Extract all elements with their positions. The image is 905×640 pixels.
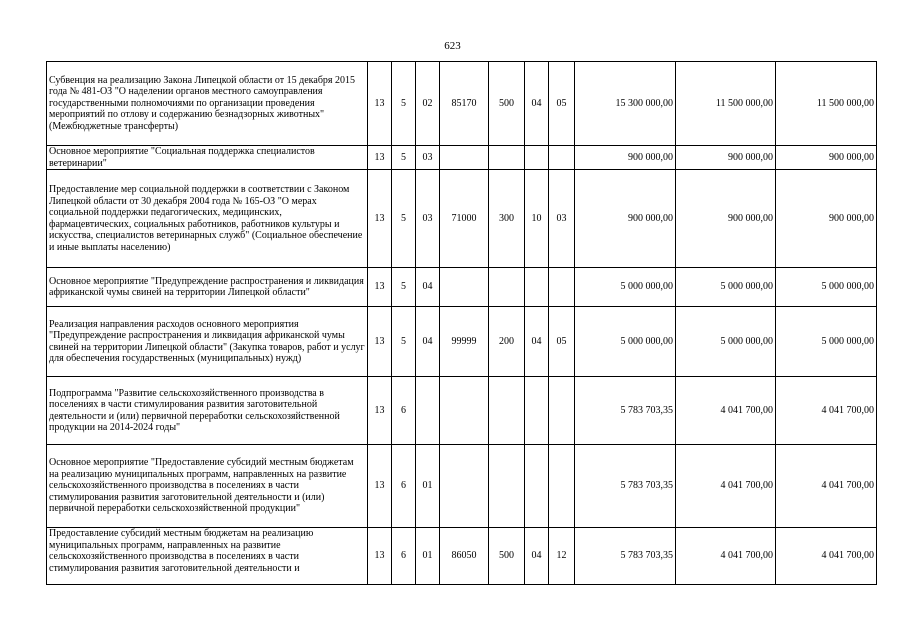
- row-description: Основное мероприятие "Предоставление субсидий местным бюджетам на реализацию муниципальных программ, направленных на развитие сельскохозяйственного производства в поселениях в части стимулирования развития заготовительной деятельности и (или) первичной переработки сельскохозяйственной продукции": [47, 445, 368, 528]
- code-cell: 04: [416, 307, 440, 377]
- row-description: Реализация направления расходов основного мероприятия "Предупреждение распространения и ликвидация африканской чумы свиней на территории Липецкой области" (Закупка товаров, работ и услуг для обеспечения государственных (муниципальных) нужд): [47, 307, 368, 377]
- code-cell: 01: [416, 528, 440, 585]
- row-description: Основное мероприятие "Предупреждение распространения и ликвидация африканской чумы свиней на территории Липецкой области": [47, 268, 368, 307]
- code-cell: [440, 146, 489, 170]
- amount-cell: 5 000 000,00: [776, 307, 877, 377]
- code-cell: 13: [368, 62, 392, 146]
- code-cell: [549, 445, 575, 528]
- table-row: [47, 307, 877, 377]
- code-cell: 03: [416, 146, 440, 170]
- amount-cell: 900 000,00: [676, 146, 776, 170]
- row-description: Подпрограмма "Развитие сельскохозяйственного производства в поселениях в части стимулирования развития заготовительной деятельности и (или) первичной переработки сельскохозяйственной продукции на 2014-2024 годы": [47, 377, 368, 445]
- amount-cell: 4 041 700,00: [776, 377, 877, 445]
- amount-cell: 5 783 703,35: [575, 445, 676, 528]
- amount-cell: 5 783 703,35: [575, 377, 676, 445]
- code-cell: [489, 268, 525, 307]
- amount-cell: 4 041 700,00: [776, 528, 877, 585]
- amount-cell: 4 041 700,00: [676, 528, 776, 585]
- code-cell: [416, 377, 440, 445]
- code-cell: 13: [368, 307, 392, 377]
- row-description: Субвенция на реализацию Закона Липецкой области от 15 декабря 2015 года № 481-ОЗ "О наделении органов местного самоуправления государственными полномочиями по организации проведения мероприятий по отлову и содержанию безнадзорных животных" (Межбюджетные трансферты): [47, 62, 368, 146]
- code-cell: 01: [416, 445, 440, 528]
- code-cell: 200: [489, 307, 525, 377]
- amount-cell: 11 500 000,00: [676, 62, 776, 146]
- code-cell: 300: [489, 170, 525, 268]
- code-cell: 6: [392, 445, 416, 528]
- code-cell: 13: [368, 528, 392, 585]
- row-description: Предоставление мер социальной поддержки в соответствии с Законом Липецкой области от 30 декабря 2004 года № 165-ОЗ "О мерах социальной поддержки педагогических, медицинских, фармацевтических, социальных работников, работников культуры и искусства, специалистов ветеринарных служб" (Социальное обеспечение и иные выплаты населению): [47, 170, 368, 268]
- amount-cell: 4 041 700,00: [676, 377, 776, 445]
- code-cell: 04: [525, 307, 549, 377]
- table-row: [47, 445, 877, 528]
- code-cell: [489, 377, 525, 445]
- code-cell: [549, 268, 575, 307]
- budget-table: [46, 61, 877, 585]
- table-row: [47, 377, 877, 445]
- code-cell: 13: [368, 445, 392, 528]
- code-cell: 85170: [440, 62, 489, 146]
- code-cell: [489, 445, 525, 528]
- amount-cell: 900 000,00: [776, 170, 877, 268]
- code-cell: 02: [416, 62, 440, 146]
- code-cell: 500: [489, 62, 525, 146]
- code-cell: [525, 146, 549, 170]
- code-cell: 6: [392, 377, 416, 445]
- code-cell: [549, 146, 575, 170]
- amount-cell: 5 000 000,00: [676, 307, 776, 377]
- table-row: [47, 268, 877, 307]
- code-cell: 13: [368, 268, 392, 307]
- amount-cell: 5 000 000,00: [575, 268, 676, 307]
- code-cell: [525, 445, 549, 528]
- table-row: [47, 146, 877, 170]
- code-cell: 13: [368, 170, 392, 268]
- code-cell: [525, 377, 549, 445]
- code-cell: 04: [525, 62, 549, 146]
- code-cell: 5: [392, 170, 416, 268]
- amount-cell: 11 500 000,00: [776, 62, 877, 146]
- amount-cell: 5 000 000,00: [776, 268, 877, 307]
- row-description: Предоставление субсидий местным бюджетам на реализацию муниципальных программ, направленных на развитие сельскохозяйственного производства в поселениях в части стимулирования развития заготовительной деятельности и: [47, 528, 368, 585]
- code-cell: 05: [549, 307, 575, 377]
- amount-cell: 4 041 700,00: [776, 445, 877, 528]
- row-description: Основное мероприятие "Социальная поддержка специалистов ветеринарии": [47, 146, 368, 170]
- code-cell: 86050: [440, 528, 489, 585]
- amount-cell: 5 783 703,35: [575, 528, 676, 585]
- amount-cell: 5 000 000,00: [676, 268, 776, 307]
- code-cell: 04: [416, 268, 440, 307]
- code-cell: 99999: [440, 307, 489, 377]
- code-cell: [549, 377, 575, 445]
- code-cell: [489, 146, 525, 170]
- code-cell: 10: [525, 170, 549, 268]
- amount-cell: 15 300 000,00: [575, 62, 676, 146]
- code-cell: 03: [416, 170, 440, 268]
- amount-cell: 4 041 700,00: [676, 445, 776, 528]
- code-cell: 04: [525, 528, 549, 585]
- code-cell: 6: [392, 528, 416, 585]
- code-cell: 05: [549, 62, 575, 146]
- code-cell: 5: [392, 307, 416, 377]
- amount-cell: 5 000 000,00: [575, 307, 676, 377]
- code-cell: 13: [368, 146, 392, 170]
- code-cell: 71000: [440, 170, 489, 268]
- code-cell: [440, 268, 489, 307]
- code-cell: [440, 377, 489, 445]
- code-cell: 5: [392, 146, 416, 170]
- page-number: 623: [444, 40, 461, 52]
- code-cell: 13: [368, 377, 392, 445]
- code-cell: 5: [392, 268, 416, 307]
- table-row: [47, 62, 877, 146]
- code-cell: 12: [549, 528, 575, 585]
- amount-cell: 900 000,00: [676, 170, 776, 268]
- code-cell: [525, 268, 549, 307]
- code-cell: 5: [392, 62, 416, 146]
- amount-cell: 900 000,00: [575, 146, 676, 170]
- table-row: [47, 170, 877, 268]
- code-cell: [440, 445, 489, 528]
- amount-cell: 900 000,00: [575, 170, 676, 268]
- code-cell: 500: [489, 528, 525, 585]
- table-row: [47, 528, 877, 585]
- code-cell: 03: [549, 170, 575, 268]
- amount-cell: 900 000,00: [776, 146, 877, 170]
